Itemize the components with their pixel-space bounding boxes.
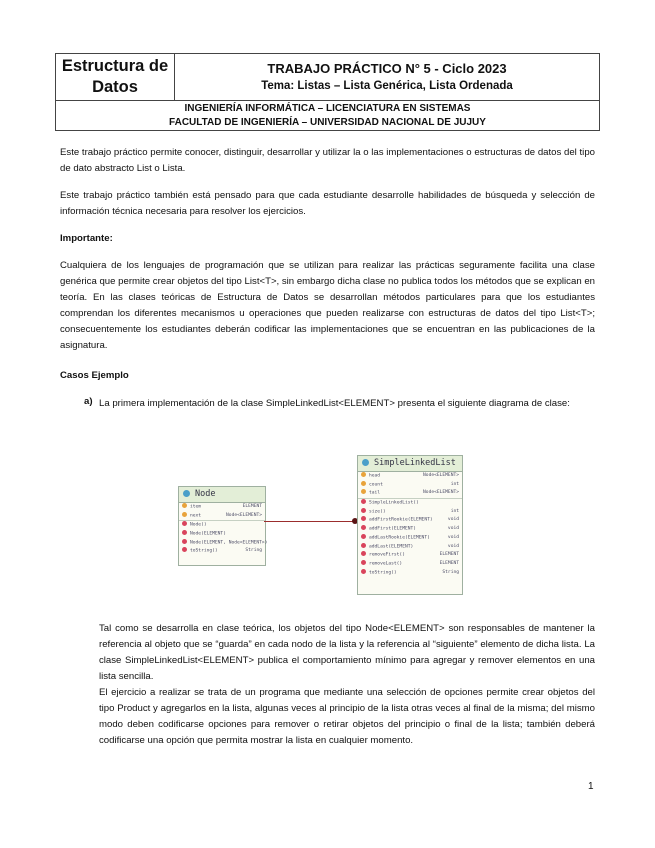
class-icon — [362, 459, 369, 466]
method-icon — [361, 534, 366, 539]
uml-field: tail Node<ELEMENT> — [358, 489, 462, 498]
uml-field: count int — [358, 481, 462, 490]
uml-field: head Node<ELEMENT> — [358, 472, 462, 481]
field-icon — [361, 472, 366, 477]
method-icon — [361, 516, 366, 521]
tp-title-cell — [175, 54, 600, 101]
class-icon — [183, 490, 190, 497]
uml-method: removeLast() ELEMENT — [358, 560, 462, 569]
method-icon — [361, 551, 366, 556]
item-a-text: La primera implementación de la clase SimpleLinkedList<ELEMENT> presenta el siguiente diagrama de clase: — [99, 398, 570, 409]
uml-method: Node() — [179, 521, 265, 530]
method-icon — [361, 543, 366, 548]
item-a-marker: a) — [84, 396, 93, 407]
method-icon — [182, 530, 187, 535]
node-class-title: Node — [179, 487, 265, 503]
uml-method: Node(ELEMENT) — [179, 530, 265, 539]
method-icon — [361, 560, 366, 565]
field-icon — [182, 503, 187, 508]
intro-paragraph-2: Este trabajo práctico también está pensado para que cada estudiante desarrolle habilidades de búsqueda y selección de información técnica necesaria para resolver los ejercicios. — [60, 190, 595, 217]
uml-method: SimpleLinkedList() — [358, 499, 462, 508]
method-icon — [361, 499, 366, 504]
uml-method: addFirst(ELEMENT) void — [358, 525, 462, 534]
list-class-title: SimpleLinkedList — [358, 456, 462, 472]
method-icon — [361, 569, 366, 574]
explanation-paragraph: Tal como se desarrolla en clase teórica, los objetos del tipo Node<ELEMENT> son responsables de mantener la referencia al objeto que se “guarda” en cada nodo de la lista y la referencia al “siguiente” elemento de dicha lista. La clase SimpleLinkedList<ELEMENT> publica el comportamiento mínimo para agregar y remover elementos en una lista sencilla. — [99, 623, 595, 682]
faculty-line: FACULTAD DE INGENIERÍA – UNIVERSIDAD NACIONAL DE JUJUY — [169, 116, 486, 128]
important-paragraph: Cualquiera de los lenguajes de programación que se utilizan para realizar las prácticas seguramente facilita una clase genérica que permite crear objetos del tipo List<T>, sin embargo dicha clase no publica todos los métodos que se explican en teoría. En las clases teóricas de Estructura de Datos se desarrollan métodos particulares para que los estudiantes comprendan los diferentes mecanismos u operaciones que pueden realizarse con estructuras de datos del tipo List<T>; consecuentemente los estudiantes deberán codificar las implementaciones que se encuentran en las publicaciones de la asignatura. — [60, 260, 595, 351]
uml-method: toString() String — [358, 569, 462, 578]
uml-method: addLastRookie(ELEMENT) void — [358, 534, 462, 543]
method-icon — [182, 521, 187, 526]
tp-title: TRABAJO PRÁCTICO N° 5 - Ciclo 2023 — [267, 61, 507, 76]
uml-field: item ELEMENT — [179, 503, 265, 512]
cases-heading: Casos Ejemplo — [60, 370, 129, 381]
page-number: 1 — [588, 781, 594, 792]
important-heading: Importante: — [60, 233, 113, 244]
association-line — [264, 521, 356, 522]
uml-method: addLast(ELEMENT) void — [358, 543, 462, 552]
method-icon — [182, 539, 187, 544]
field-icon — [361, 489, 366, 494]
uml-method: addFirstRookie(ELEMENT) void — [358, 516, 462, 525]
institution-cell — [56, 101, 600, 131]
subject-title: Estructura de Datos — [56, 54, 175, 101]
uml-simplelinkedlist-class — [357, 455, 463, 595]
field-icon — [182, 512, 187, 517]
uml-method: Node(ELEMENT, Node<ELEMENT>) — [179, 539, 265, 548]
method-icon — [361, 525, 366, 530]
field-icon — [361, 481, 366, 486]
intro-paragraph-1: Este trabajo práctico permite conocer, distinguir, desarrollar y utilizar la o las implementaciones o estructuras de datos del tipo de dato abstracto List o Lista. — [60, 147, 595, 174]
method-icon — [361, 508, 366, 513]
uml-method: toString() String — [179, 547, 265, 556]
document-header-table — [55, 53, 600, 131]
method-icon — [182, 547, 187, 552]
uml-node-class — [178, 486, 266, 566]
exercise-paragraph: El ejercicio a realizar se trata de un programa que mediante una selección de opciones permite crear objetos del tipo Product y agregarlos en la lista, algunas veces al principio de la lista otras veces al final de la misma; del mismo modo deben codificarse opciones para remover o retirar objetos del principio o final de la lista; también deberá codificarse una opción que permita mostrar la lista en cualquier momento. — [99, 687, 595, 746]
uml-method: size() int — [358, 508, 462, 517]
career-line: INGENIERÍA INFORMÁTICA – LICENCIATURA EN SISTEMAS — [184, 103, 471, 114]
uml-field: next Node<ELEMENT> — [179, 512, 265, 521]
tp-topic: Tema: Listas – Lista Genérica, Lista Ordenada — [261, 80, 513, 92]
uml-method: removeFirst() ELEMENT — [358, 551, 462, 560]
